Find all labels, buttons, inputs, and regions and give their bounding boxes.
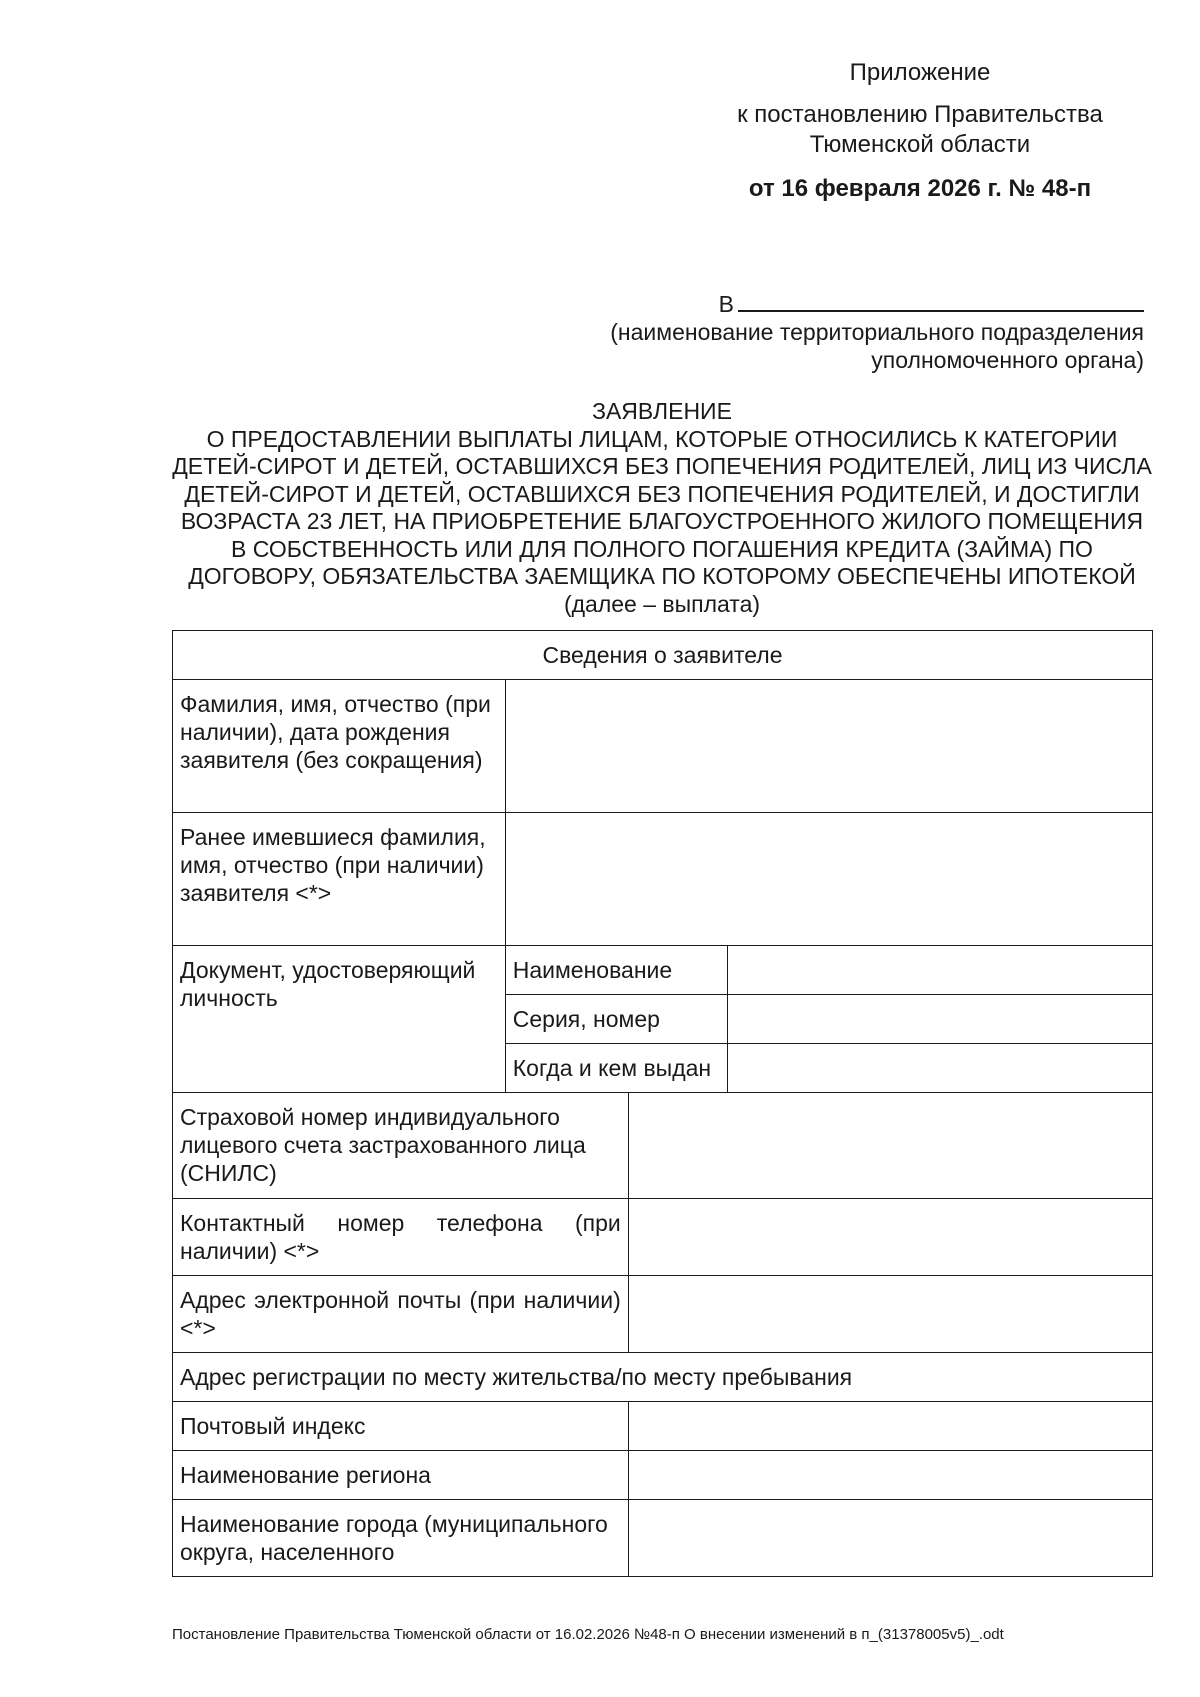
addressee-note-1: (наименование территориального подразделения [610,319,1144,345]
addressee-blank-line[interactable] [738,288,1144,312]
phone-field[interactable] [628,1199,1152,1276]
title-heading: ЗАЯВЛЕНИЕ [592,398,732,424]
decree-line-2: Тюменской области [809,131,1031,158]
city-label: Наименование города (муниципального округа, населенного [173,1500,629,1577]
id-document-label: Документ, удостоверяющий личность [173,946,506,1093]
document-footer: Постановление Правительства Тюменской области от 16.02.2026 №48-п О внесении изменений в п_(31378005v5)_.odt [172,1626,1004,1643]
previous-name-field[interactable] [505,813,1152,946]
document-title [172,398,1152,618]
region-label: Наименование региона [173,1451,629,1500]
title-body: О ПРЕДОСТАВЛЕНИИ ВЫПЛАТЫ ЛИЦАМ, КОТОРЫЕ ОТНОСИЛИСЬ К КАТЕГОРИИ ДЕТЕЙ-СИРОТ И ДЕТЕЙ, ОСТАВШИХСЯ БЕЗ ПОПЕЧЕНИЯ РОДИТЕЛЕЙ, ЛИЦ ИЗ ЧИСЛА ДЕТЕЙ-СИРОТ И ДЕТЕЙ, ОСТАВШИХСЯ БЕЗ ПОПЕЧЕНИЯ РОДИТЕЛЕЙ, И ДОСТИГЛИ ВОЗРАСТА 23 ЛЕТ, НА ПРИОБРЕТЕНИЕ БЛАГОУСТРОЕННОГО ЖИЛОГО ПОМЕЩЕНИЯ В СОБСТВЕННОСТЬ ИЛИ ДЛЯ ПОЛНОГО ПОГАШЕНИЯ КРЕДИТА (ЗАЙМА) ПО ДОГОВОРУ, ОБЯЗАТЕЛЬСТВА ЗАЕМЩИКА ПО КОТОРОМУ ОБЕСПЕЧЕНЫ ИПОТЕКОЙ [172,425,1152,589]
applicant-info-table [172,630,1153,1577]
appendix-label: Приложение [849,59,991,86]
address-header: Адрес регистрации по месту жительства/по месту пребывания [173,1353,1153,1402]
snils-label: Страховой номер индивидуального лицевого счета застрахованного лица (СНИЛС) [173,1093,629,1199]
previous-name-label: Ранее имевшиеся фамилия, имя, отчество (при наличии) заявителя <*> [173,813,506,946]
email-field[interactable] [628,1276,1152,1353]
section-header: Сведения о заявителе [173,631,1153,680]
decree-reference [700,100,1140,160]
full-name-label: Фамилия, имя, отчество (при наличии), дата рождения заявителя (без сокращения) [173,680,506,813]
addressee-note-2: уполномоченного органа) [871,347,1144,373]
city-field[interactable] [628,1500,1152,1577]
id-issued-label: Когда и кем выдан [505,1044,727,1093]
addressee-block [464,288,1144,374]
email-label: Адрес электронной почты (при наличии) <*> [173,1276,629,1353]
id-series-label: Серия, номер [505,995,727,1044]
decree-line-1: к постановлению Правительства [737,101,1103,128]
id-name-field[interactable] [727,946,1152,995]
full-name-field[interactable] [505,680,1152,813]
region-field[interactable] [628,1451,1152,1500]
addressee-to: В [718,291,734,317]
phone-label: Контактный номер телефона (при наличии) <*> [173,1199,629,1276]
snils-field[interactable] [628,1093,1152,1199]
id-series-field[interactable] [727,995,1152,1044]
id-name-label: Наименование [505,946,727,995]
title-suffix: (далее – выплата) [563,590,761,617]
decree-date: от 16 февраля 2026 г. № 48-п [748,175,1092,202]
postal-code-label: Почтовый индекс [173,1402,629,1451]
postal-code-field[interactable] [628,1402,1152,1451]
id-issued-field[interactable] [727,1044,1152,1093]
